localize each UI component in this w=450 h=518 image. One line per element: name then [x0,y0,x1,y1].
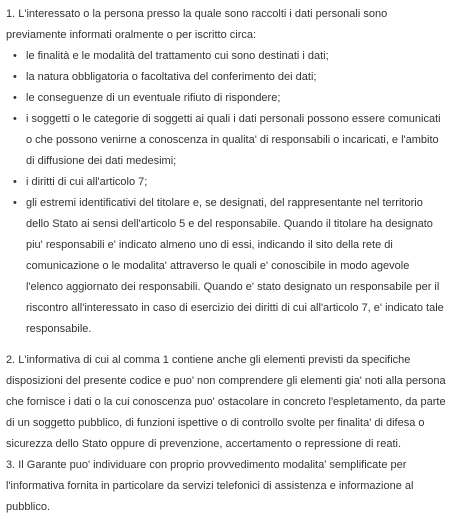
list-item-text: le finalità e le modalità del trattamento cui sono destinati i dati; [26,50,329,62]
paragraph-spacer [6,340,446,350]
list-item [6,67,446,88]
list-item [6,46,446,67]
list-item [6,88,446,109]
paragraph-2: 2. L'informativa di cui al comma 1 contiene anche gli elementi previsti da specifiche disposizioni del presente codice e puo' non comprendere gli elementi gia' noti alla persona che fornisce i dati o la cui conoscenza puo' ostacolare in concreto l'espletamento, da parte di un soggetto pubblico, di funzioni ispettive o di controllo svolte per finalita' di difesa o sicurezza dello Stato oppure di prevenzione, accertamento o repressione di reati. [6,354,446,450]
bullet-icon: • [13,176,17,188]
list-item-text: le conseguenze di un eventuale rifiuto di rispondere; [26,92,281,104]
information-items-list [6,46,446,340]
bullet-icon: • [13,71,17,83]
bullet-icon: • [13,113,17,125]
list-item [6,193,446,340]
bullet-icon: • [13,92,17,104]
bullet-icon: • [13,50,17,62]
paragraph-3: 3. Il Garante puo' individuare con proprio provvedimento modalita' semplificate per l'informativa fornita in particolare da servizi telefonici di assistenza e informazione al pubblico. [6,459,414,513]
list-item-text: i diritti di cui all'articolo 7; [26,176,148,188]
list-item-text: gli estremi identificativi del titolare e, se designati, del rappresentante nel territorio dello Stato ai sensi dell'articolo 5 e del responsabile. Quando il titolare ha designato piu' responsabili e' indicato almeno uno di essi, indicando il sito della rete di comunicazione o le modalita' attraverso le quali e' conoscibile in modo agevole l'elenco aggiornato dei responsabili. Quando e' stato designato un responsabile per il riscontro all'interessato in caso di esercizio dei diritti di cui all'articolo 7, e' indicato tale responsabile. [26,197,444,335]
list-item [6,109,446,172]
list-item-text: la natura obbligatoria o facoltativa del conferimento dei dati; [26,71,317,83]
bullet-icon: • [13,197,17,209]
list-item [6,172,446,193]
list-item-text: i soggetti o le categorie di soggetti ai quali i dati personali possono essere comunicati o che possono venirne a conoscenza in qualita' di responsabili o incaricati, e l'ambito di diffusione dei dati medesimi; [26,113,441,167]
paragraph-1-intro: 1. L'interessato o la persona presso la quale sono raccolti i dati personali sono previamente informati oralmente o per iscritto circa: [6,8,388,41]
